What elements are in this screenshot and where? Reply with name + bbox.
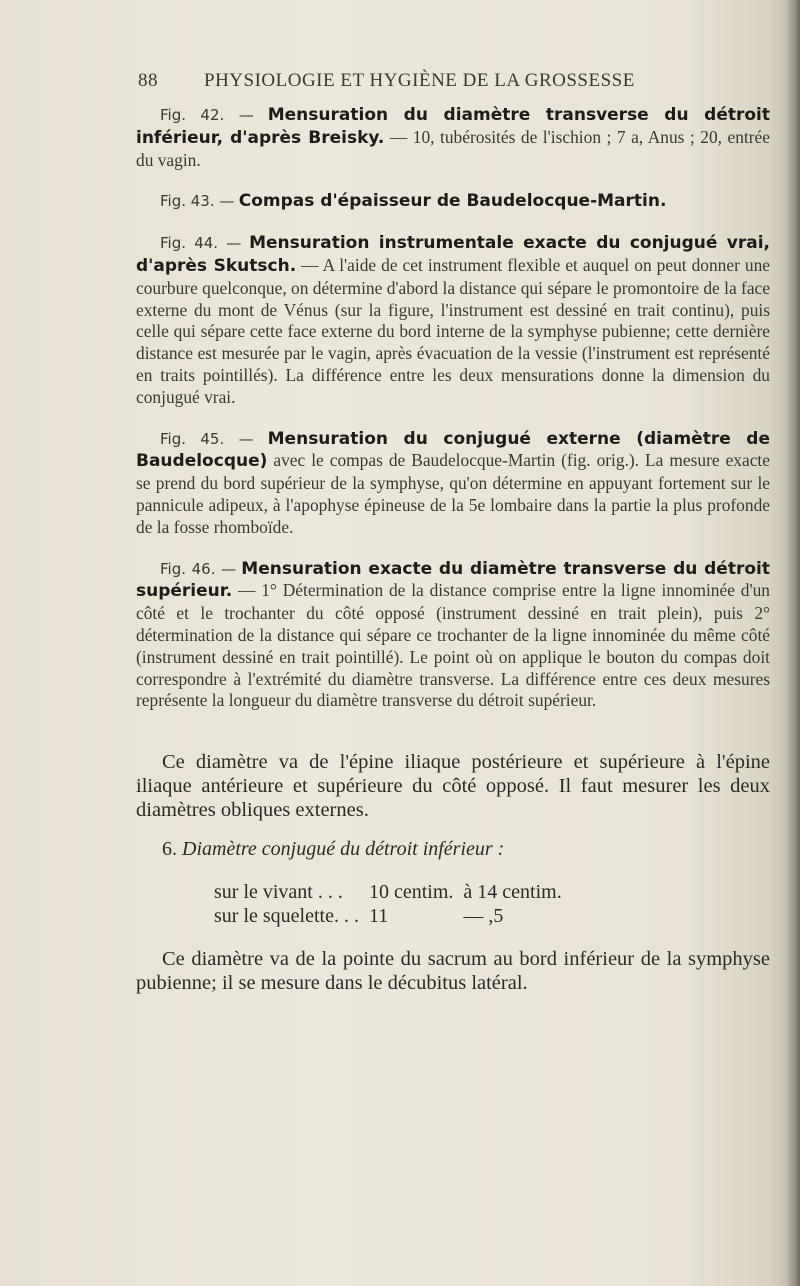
- caption-fig-44: [136, 232, 770, 408]
- caption-title: Compas d'épaisseur de Baudelocque-Martin.: [238, 191, 667, 212]
- page-edge-shadow: [786, 0, 800, 1286]
- page-number: 88: [138, 70, 158, 91]
- caption-fig-42: [136, 104, 770, 171]
- caption-body: — A l'aide de cet instrument flexible et auquel on peut donner une courbure quelconque, on détermine d'abord la distance qui sépare le promontoire de la face externe du mont de Vénus (sur la figure, l'instrument est dessiné en trait continu), puis celle qui sépare cette face externe du bord interne de la symphyse pubienne; cette dernière distance est mesurée par le vagin, après évacuation de la vessie (l'instrument est représenté en traits pointillés). La différence entre les deux mensurations donne la dimension du conjugué vrai.: [136, 254, 770, 407]
- measure-extra: — ,5: [463, 905, 504, 928]
- caption-fig-45: [136, 428, 770, 539]
- running-title: PHYSIOLOGIE ET HYGIÈNE DE LA GROSSESSE: [204, 70, 635, 91]
- caption-fig-label: Fig. 42. —: [160, 106, 254, 124]
- table-row: [214, 905, 572, 929]
- measure-value: 10 centim.: [368, 881, 454, 904]
- caption-body: — 10, tubérosités de l'ischion ; 7 a, Anus ; 20, entrée du vagin.: [136, 126, 770, 170]
- body-paragraph-oblique-diameter: Ce diamètre va de l'épine iliaque postérieure et supérieure à l'épine iliaque antérieure et supérieure du côté opposé. Il faut mesurer les deux diamètres obliques externes.: [136, 751, 770, 822]
- caption-title: Mensuration du conjugué externe (diamètre de Baudelocque): [136, 428, 770, 472]
- running-header: [138, 70, 778, 92]
- caption-fig-label: Fig. 43. —: [160, 192, 235, 211]
- section-number: 6.: [162, 838, 177, 861]
- measure-label: sur le squelette. . .: [214, 905, 359, 928]
- page-content: [136, 104, 770, 995]
- measure-label: sur le vivant . . .: [214, 881, 343, 904]
- caption-title: Mensuration exacte du diamètre transverse du détroit supérieur.: [136, 558, 770, 602]
- body-paragraph-sacrum: Ce diamètre va de la pointe du sacrum au bord inférieur de la symphyse pubienne; il se mesure dans le décubitus latéral.: [136, 948, 770, 995]
- caption-body: — 1° Détermination de la distance comprise entre la ligne innominée d'un côté et le trochanter du côté opposé (instrument dessiné en trait plein), puis 2° détermination de la distance qui sépare ce trochanter de la ligne innominée du même côté (instrument dessiné en trait pointillé). Le point où on applique le bouton du compas doit correspondre à l'extrémité du diamètre transverse. La différence entre ces deux mesures représente la longueur du diamètre transverse du détroit supérieur.: [136, 580, 770, 711]
- caption-body: avec le compas de Baudelocque-Martin (fig. orig.). La mesure exacte se prend du bord supérieur de la symphyse, qu'on détermine en appuyant fortement sur le pannicule adipeux, à l'apophyse épineuse de la 5e lombaire dans la partie la plus profonde de la fosse rhomboïde.: [136, 450, 770, 537]
- table-row: [214, 881, 572, 905]
- caption-fig-46: [136, 558, 770, 713]
- caption-title: Mensuration du diamètre transverse du détroit inférieur, d'après Breisky.: [136, 105, 770, 148]
- caption-fig-label: Fig. 44. —: [160, 234, 242, 253]
- measure-extra: à 14 centim.: [463, 881, 562, 904]
- caption-fig-43: [136, 190, 770, 213]
- measure-value: 11: [368, 905, 389, 928]
- section-title: Diamètre conjugué du détroit inférieur :: [182, 838, 505, 861]
- caption-fig-label: Fig. 45. —: [160, 429, 254, 448]
- measurements-table: [214, 881, 572, 929]
- section-heading: [162, 838, 770, 861]
- caption-title: Mensuration instrumentale exacte du conjugué vrai, d'après Skutsch.: [136, 233, 770, 276]
- caption-fig-label: Fig. 46. —: [160, 559, 237, 578]
